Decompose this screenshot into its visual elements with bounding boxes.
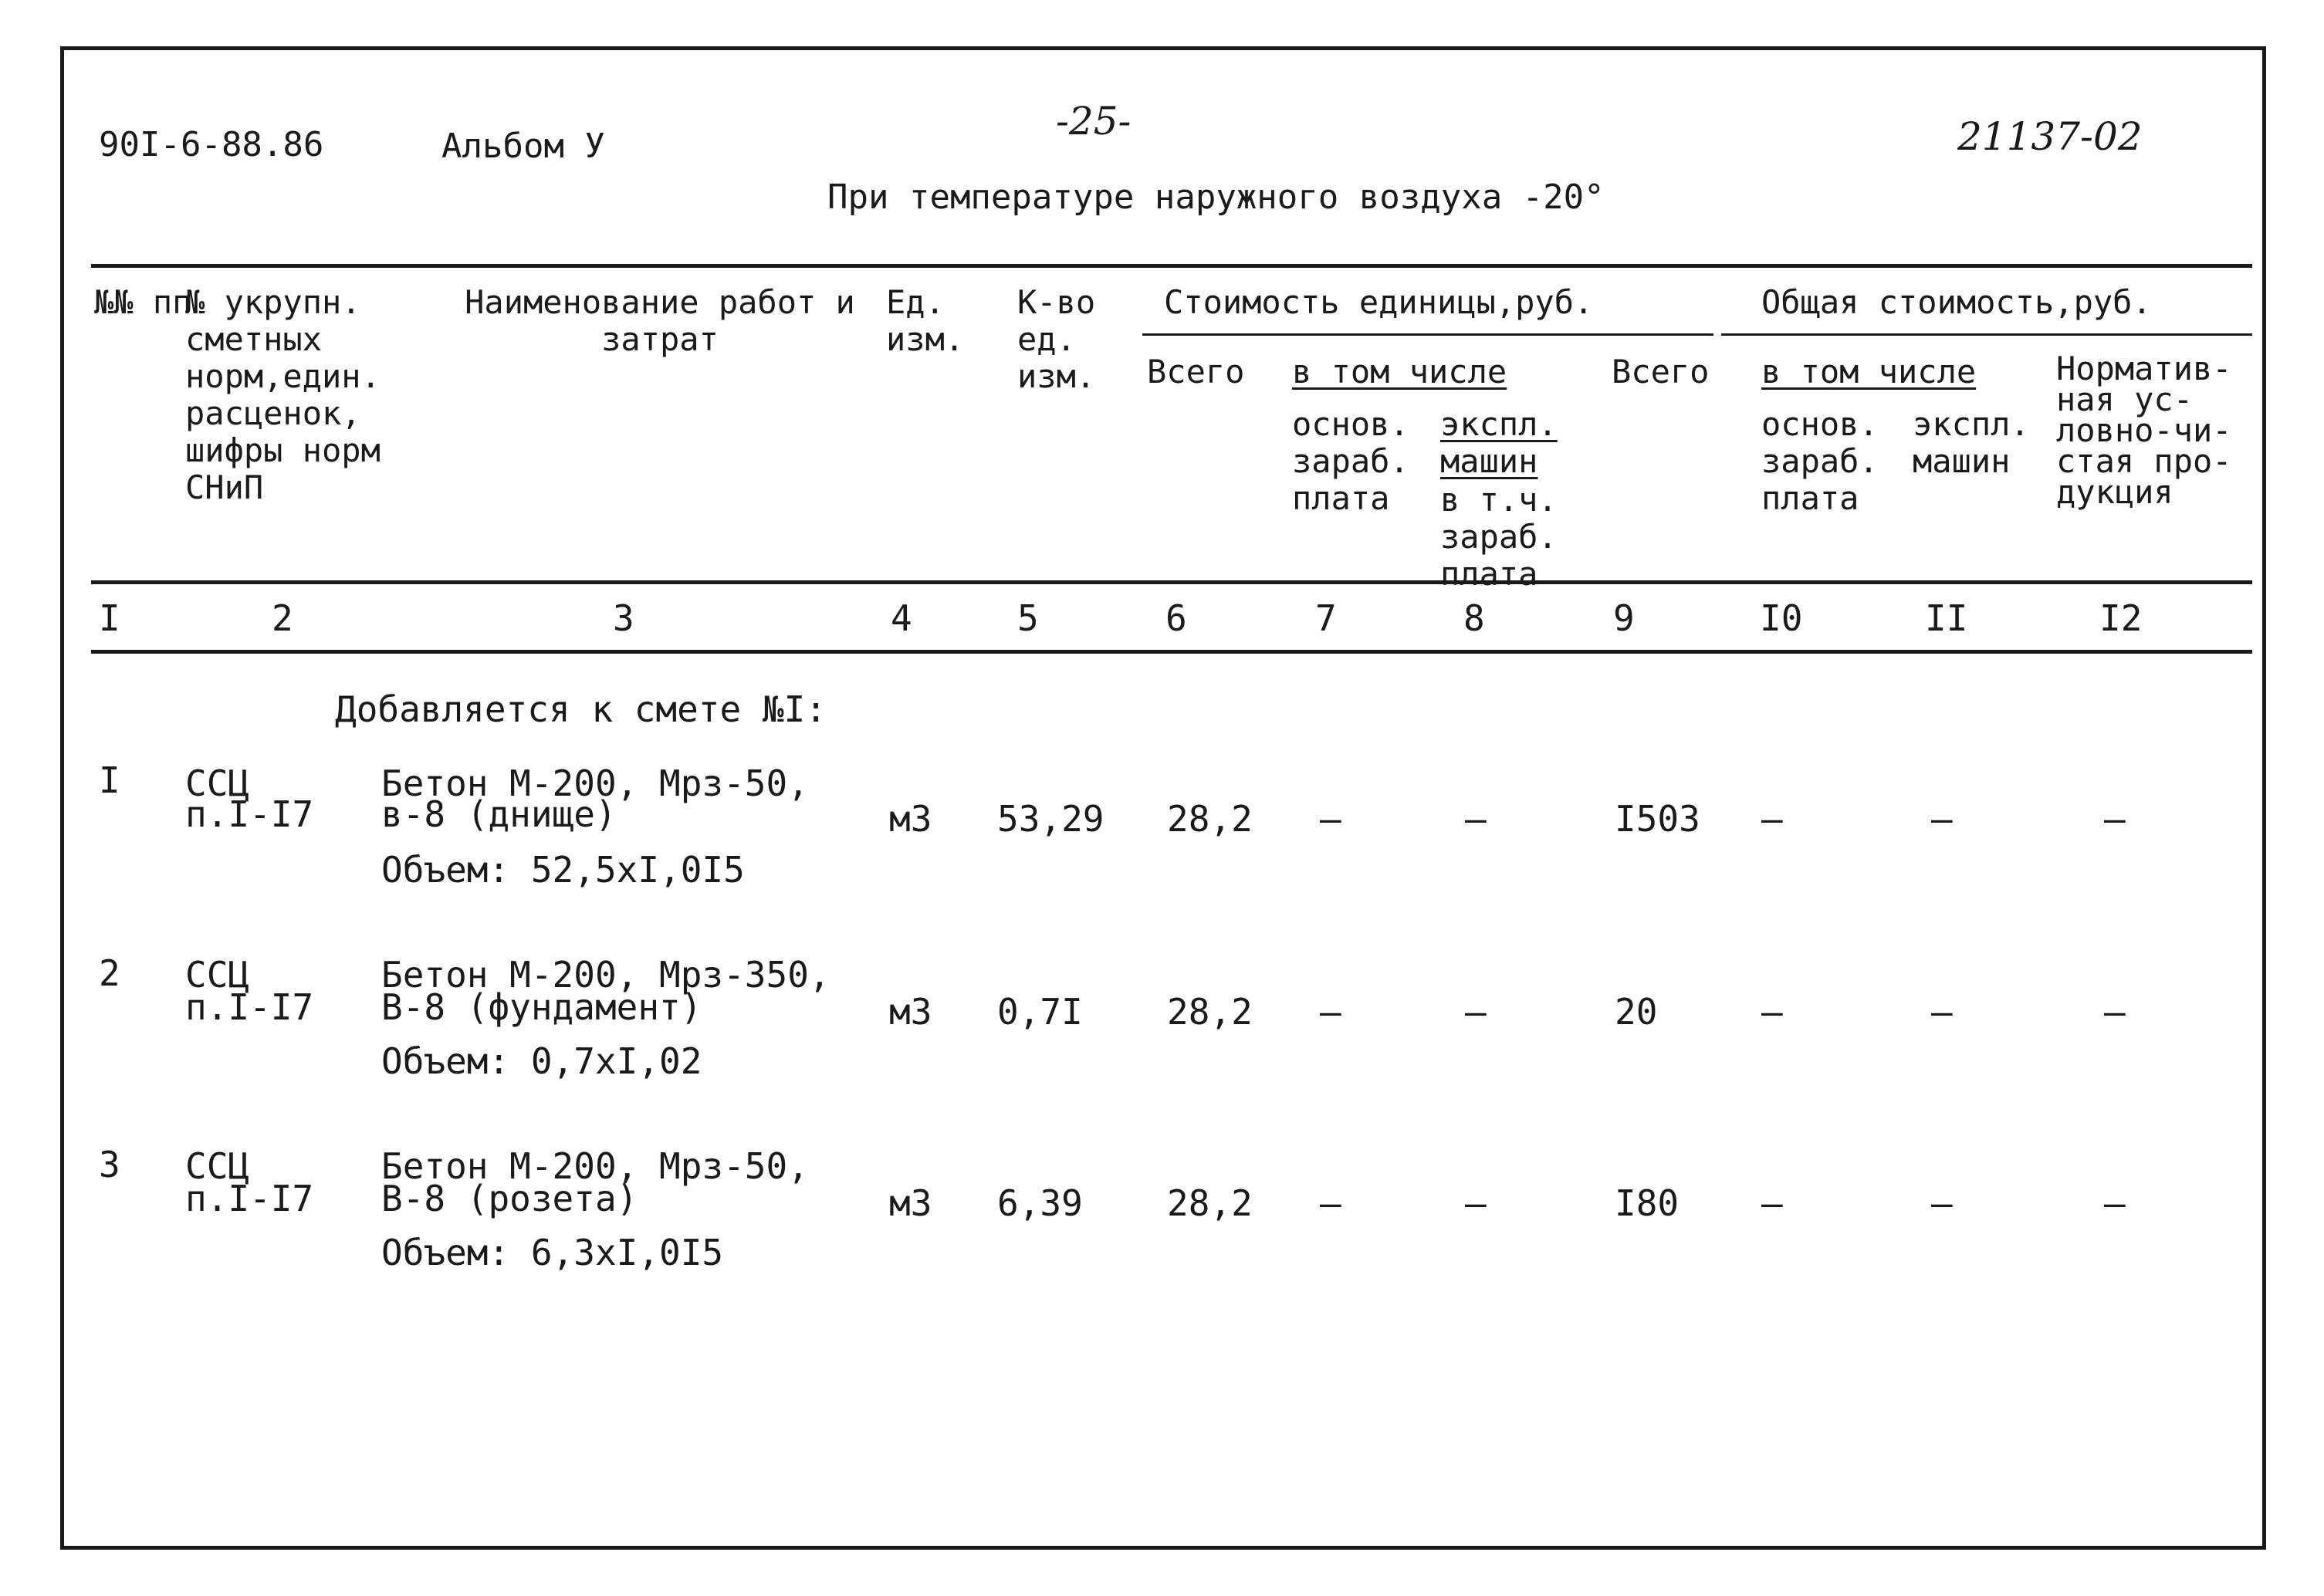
row-unit-machines: –	[1465, 798, 1487, 840]
row-total-machines: –	[1931, 991, 1953, 1033]
col-header-unit-total: Всего	[1147, 353, 1245, 391]
row-unit-wage: –	[1320, 991, 1341, 1033]
row-name-line1: Бетон М-200, Мрз-50,	[381, 762, 809, 804]
row-normative: –	[2104, 991, 2126, 1033]
row-unit-wage: –	[1320, 1182, 1341, 1224]
row-unit: м3	[889, 798, 932, 840]
row-unit-total: 28,2	[1167, 1182, 1253, 1224]
column-number: II	[1925, 597, 1968, 639]
row-unit: м3	[889, 991, 932, 1033]
row-code-line1: ССЦ	[185, 954, 250, 996]
row-number: I	[99, 759, 120, 801]
row-code-line1: ССЦ	[185, 1145, 250, 1187]
row-number: 3	[99, 1144, 120, 1185]
column-number: 3	[613, 597, 634, 639]
total-incl-header: в том числе	[1761, 353, 1977, 391]
subtitle: При температуре наружного воздуха -20°	[827, 178, 1605, 217]
col-header-unit: Ед. изм.	[886, 283, 965, 358]
col-header-quantity: К-во ед. изм.	[1017, 283, 1096, 395]
row-unit: м3	[889, 1182, 932, 1224]
row-unit-machines: –	[1465, 991, 1487, 1033]
column-numbers-bottom-rule	[91, 650, 2252, 654]
row-total: I80	[1615, 1182, 1680, 1224]
column-number: I0	[1760, 597, 1803, 639]
total-cost-group-rule	[1721, 333, 2252, 336]
page-number: -25-	[1056, 99, 1132, 144]
column-number: 4	[891, 597, 912, 639]
album-label: Альбом У	[441, 127, 605, 166]
total-cost-group-header: Общая стоимость,руб.	[1761, 283, 2152, 321]
row-code-line1: ССЦ	[185, 762, 250, 804]
column-number: 7	[1315, 597, 1337, 639]
column-number: 5	[1017, 597, 1039, 639]
row-normative: –	[2104, 1182, 2126, 1224]
col-header-total-machines: экспл. машин	[1913, 405, 2030, 480]
col-header-unit-wage: основ. зараб. плата	[1292, 405, 1409, 517]
row-unit-total: 28,2	[1167, 991, 1253, 1033]
column-number: 9	[1613, 597, 1635, 639]
row-number: 2	[99, 952, 120, 994]
row-total-wage: –	[1761, 991, 1783, 1033]
column-number: 8	[1463, 597, 1485, 639]
sheet-code: 21137-02	[1957, 114, 2143, 159]
row-normative: –	[2104, 798, 2126, 840]
section-title: Добавляется к смете №I:	[335, 688, 827, 730]
row-code-line2: п.I-I7	[185, 793, 314, 835]
row-total-wage: –	[1761, 1182, 1783, 1224]
unit-incl-header: в том числе	[1292, 353, 1507, 391]
row-name-line1: Бетон М-200, Мрз-350,	[381, 954, 830, 996]
col-header-unit-machines-wage: в т.ч. зараб. плата	[1440, 481, 1558, 593]
unit-cost-group-header: Стоимость единицы,руб.	[1164, 283, 1594, 321]
row-quantity: 53,29	[997, 798, 1104, 840]
row-volume: Объем: 52,5хI,0I5	[381, 849, 745, 891]
row-volume: Объем: 6,3хI,0I5	[381, 1232, 724, 1273]
doc-code: 90I-6-88.86	[99, 125, 324, 164]
row-unit-machines: –	[1465, 1182, 1487, 1224]
row-unit-total: 28,2	[1167, 798, 1253, 840]
row-unit-wage: –	[1320, 798, 1341, 840]
col-header-total-wage: основ. зараб. плата	[1761, 405, 1879, 517]
row-name-line1: Бетон М-200, Мрз-50,	[381, 1145, 809, 1187]
row-total: 20	[1615, 991, 1658, 1033]
row-name-line2: В-8 (розета)	[381, 1178, 638, 1219]
col-header-total: Всего	[1612, 353, 1710, 391]
column-number: I2	[2099, 597, 2143, 639]
row-name-line2: В-8 (фундамент)	[381, 986, 702, 1028]
col-header-norm-code: № укрупн. сметных норм,един. расценок, шифры норм СНиП	[185, 283, 381, 506]
row-name-line2: в-8 (днище)	[381, 793, 617, 835]
col-header-work-name: Наименование работ и затрат	[465, 283, 855, 358]
row-volume: Объем: 0,7хI,02	[381, 1040, 702, 1082]
col-header-normative: Норматив- ная ус- ловно-чи- стая про- дукция	[2056, 350, 2232, 511]
col-header-unit-machines: экспл. машин	[1440, 405, 1558, 480]
row-quantity: 6,39	[997, 1182, 1083, 1224]
table-top-rule	[91, 264, 2252, 268]
row-total-wage: –	[1761, 798, 1783, 840]
column-number: I	[99, 597, 120, 639]
column-numbers-top-rule	[91, 580, 2252, 584]
column-number: 2	[272, 597, 293, 639]
row-code-line2: п.I-I7	[185, 986, 314, 1028]
column-number: 6	[1165, 597, 1187, 639]
row-total: I503	[1615, 798, 1700, 840]
col-header-number: №№ пп	[94, 283, 192, 321]
row-quantity: 0,7I	[997, 991, 1083, 1033]
row-total-machines: –	[1931, 798, 1953, 840]
unit-cost-group-rule	[1142, 333, 1713, 336]
row-total-machines: –	[1931, 1182, 1953, 1224]
row-code-line2: п.I-I7	[185, 1178, 314, 1219]
